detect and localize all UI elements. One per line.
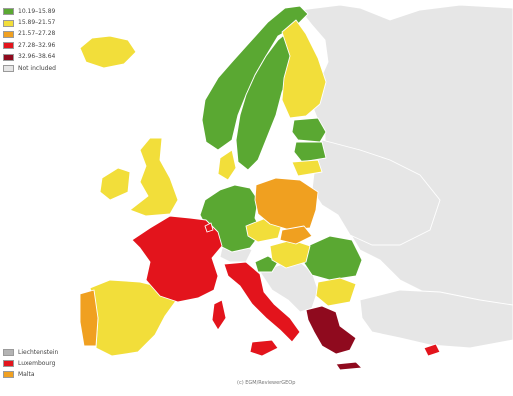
legend-swatch [3, 65, 14, 72]
legend-swatch [3, 54, 14, 61]
special-legend-item-liechtenstein [3, 347, 58, 358]
legend-item-1 [3, 17, 56, 28]
map-legend [3, 6, 56, 74]
legend-item-4 [3, 52, 56, 63]
legend-item-3 [3, 40, 56, 51]
region-finland [282, 20, 326, 118]
legend-label: Not included [18, 64, 56, 72]
legend-label: 27.28–32.96 [18, 41, 56, 49]
special-legend-item-malta [3, 369, 58, 380]
legend-item-2 [3, 29, 56, 40]
legend-label: 32.96–38.64 [18, 53, 56, 61]
region-bulgaria [316, 278, 356, 306]
region-romania [302, 236, 362, 280]
legend-label: Liechtenstein [18, 348, 59, 356]
map-credit: (c) EGM/ReviewerGEOp [237, 380, 296, 386]
legend-swatch [3, 349, 14, 356]
region-portugal [80, 290, 98, 346]
special-legend [3, 347, 58, 380]
region-iceland [80, 36, 136, 68]
special-legend-item-luxembourg [3, 358, 58, 369]
legend-label: Malta [18, 370, 35, 378]
region-united-kingdom [130, 138, 178, 216]
legend-item-5 [3, 63, 56, 74]
region-denmark [218, 150, 236, 180]
legend-label: 15.89–21.57 [18, 19, 56, 27]
region-baltic-lithuania [294, 142, 326, 162]
legend-label: 10.19–15.89 [18, 7, 56, 15]
region-ireland [100, 168, 130, 200]
legend-label: Luxembourg [18, 359, 56, 367]
legend-swatch [3, 20, 14, 27]
legend-item-0 [3, 6, 56, 17]
region-crete [336, 362, 362, 370]
legend-swatch [3, 31, 14, 38]
region-sardinia [212, 300, 226, 330]
legend-swatch [3, 42, 14, 49]
legend-swatch [3, 8, 14, 15]
legend-swatch [3, 371, 14, 378]
region-sicily [250, 340, 278, 356]
legend-swatch [3, 360, 14, 367]
legend-label: 21.57–27.28 [18, 30, 56, 38]
region-greece [306, 306, 356, 354]
